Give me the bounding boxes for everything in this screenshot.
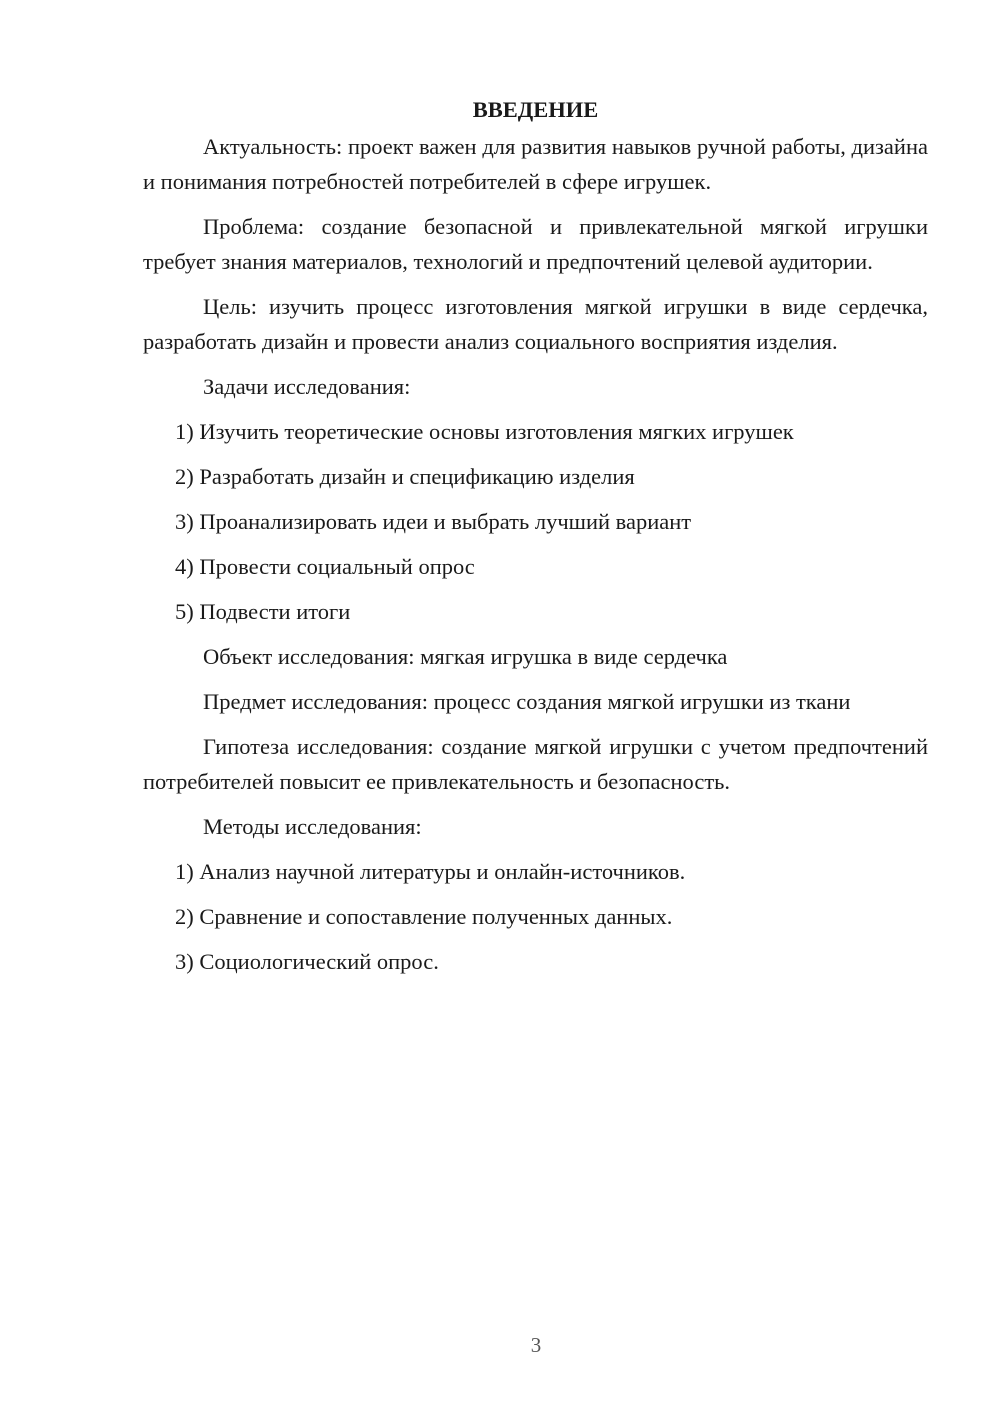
task-item: 2) Разработать дизайн и спецификацию изделия bbox=[175, 464, 635, 489]
methods-heading: Методы исследования: bbox=[203, 814, 422, 839]
section-title: ВВЕДЕНИЕ bbox=[472, 97, 599, 122]
task-item: 3) Проанализировать идеи и выбрать лучший вариант bbox=[175, 509, 692, 534]
task-item: 5) Подвести итоги bbox=[175, 599, 351, 624]
hypothesis-paragraph: Гипотеза исследования: создание мягкой игрушки с учетом предпочтений потребителей повысит ее привлекательность и безопасность. bbox=[143, 734, 928, 794]
research-object: Объект исследования: мягкая игрушка в виде сердечка bbox=[203, 644, 728, 669]
method-item: 3) Социологический опрос. bbox=[175, 949, 439, 974]
problem-paragraph: Проблема: создание безопасной и привлекательной мягкой игрушки требует знания материалов, технологий и предпочтений целевой аудитории. bbox=[143, 214, 928, 274]
document-page bbox=[143, 92, 928, 989]
task-item: 1) Изучить теоретические основы изготовления мягких игрушек bbox=[175, 419, 794, 444]
page-number: 3 bbox=[530, 1333, 542, 1357]
method-item: 1) Анализ научной литературы и онлайн-источников. bbox=[175, 859, 686, 884]
relevance-paragraph: Актуальность: проект важен для развития навыков ручной работы, дизайна и понимания потребностей потребителей в сфере игрушек. bbox=[143, 134, 928, 194]
research-subject: Предмет исследования: процесс создания мягкой игрушки из ткани bbox=[203, 689, 851, 714]
tasks-heading: Задачи исследования: bbox=[203, 374, 411, 399]
task-item: 4) Провести социальный опрос bbox=[175, 554, 475, 579]
goal-paragraph: Цель: изучить процесс изготовления мягкой игрушки в виде сердечка, разработать дизайн и провести анализ социального восприятия изделия. bbox=[143, 294, 928, 354]
method-item: 2) Сравнение и сопоставление полученных данных. bbox=[175, 904, 673, 929]
